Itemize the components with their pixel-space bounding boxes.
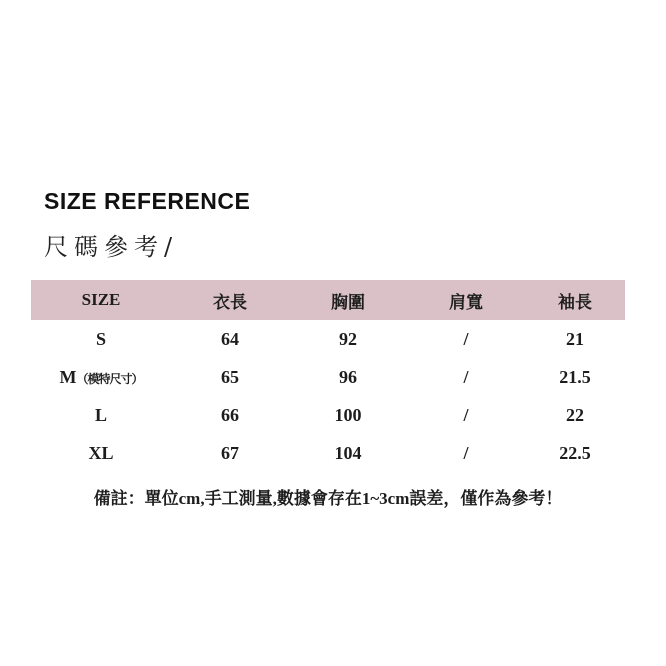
measurement-note: 備註：單位cm,手工測量,數據會存在1~3cm誤差，僅作為參考！ bbox=[93, 489, 563, 508]
cell-sleeve: 22.5 bbox=[559, 442, 591, 463]
cell-sleeve: 21 bbox=[566, 328, 584, 349]
table-row-xl bbox=[31, 434, 625, 472]
cell-bust: 92 bbox=[339, 328, 357, 349]
cell-bust: 96 bbox=[339, 366, 357, 387]
size-label bbox=[31, 396, 171, 434]
cell-shoulder: / bbox=[463, 328, 469, 349]
size-label-text: S bbox=[95, 328, 106, 349]
size-table-header bbox=[31, 280, 625, 320]
page-subtitle: 尺碼參考/ bbox=[44, 233, 179, 261]
size-label bbox=[31, 434, 171, 472]
table-row-l bbox=[31, 396, 625, 434]
table-row-m bbox=[31, 358, 625, 396]
size-label bbox=[31, 320, 171, 358]
size-label-note: （模特尺寸） bbox=[76, 371, 143, 386]
cell-length: 64 bbox=[221, 328, 239, 349]
cell-shoulder: / bbox=[463, 404, 469, 425]
header-cell-size: SIZE bbox=[81, 290, 121, 309]
cell-bust: 100 bbox=[334, 404, 362, 425]
cell-bust: 104 bbox=[334, 442, 362, 463]
header-row bbox=[31, 280, 625, 320]
cell-shoulder: / bbox=[463, 366, 469, 387]
size-table bbox=[31, 280, 625, 472]
header-cell-sleeve: 袖長 bbox=[558, 292, 592, 312]
cell-length: 65 bbox=[221, 366, 239, 387]
size-label-text: L bbox=[94, 404, 107, 425]
header-cell-shoulder: 肩寬 bbox=[449, 292, 483, 312]
size-label-text: XL bbox=[88, 442, 114, 463]
size-table-body bbox=[31, 320, 625, 472]
header-cell-length: 衣長 bbox=[213, 292, 247, 312]
size-label bbox=[31, 358, 171, 396]
cell-sleeve: 22 bbox=[566, 404, 584, 425]
table-row-s bbox=[31, 320, 625, 358]
size-label-text: M bbox=[59, 366, 77, 387]
cell-shoulder: / bbox=[463, 442, 469, 463]
cell-length: 66 bbox=[221, 404, 239, 425]
cell-sleeve: 21.5 bbox=[559, 366, 591, 387]
cell-length: 67 bbox=[221, 442, 239, 463]
page-title: SIZE REFERENCE bbox=[44, 188, 251, 214]
header-cell-bust: 胸圍 bbox=[331, 292, 365, 312]
